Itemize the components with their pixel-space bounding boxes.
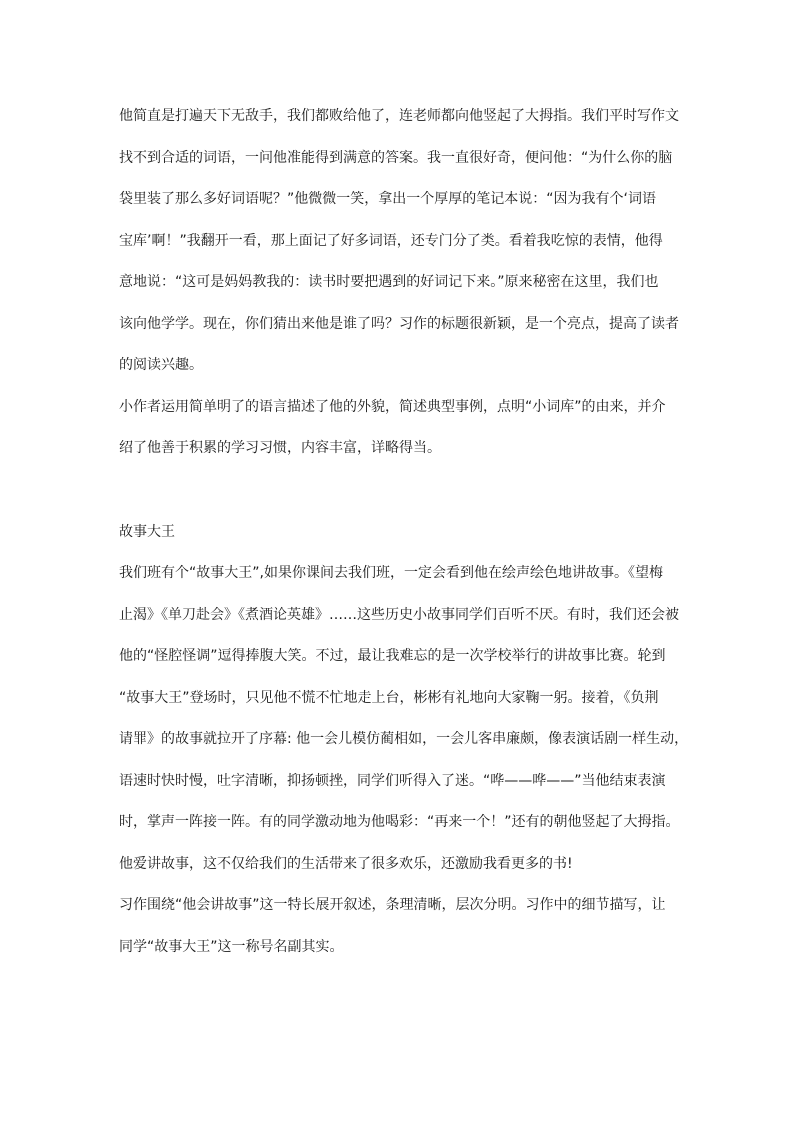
paragraph-2-line-3: 他的“怪腔怪调”逗得捧腹大笑。不过，最让我难忘的是一次学校举行的讲故事比赛。轮到 xyxy=(119,648,666,664)
section-title: 故事大王 xyxy=(119,524,175,540)
paragraph-1-line-7: 的阅读兴趣。 xyxy=(119,357,203,373)
comment-2-line-2: 同学“故事大王”这一称号名副其实。 xyxy=(119,939,344,955)
paragraph-1-line-2: 找不到合适的词语，一问他准能得到满意的答案。我一直很好奇，便问他：“为什么你的脑 xyxy=(119,150,673,166)
paragraph-1-line-4: 宝库’啊！”我翻开一看，那上面记了好多词语，还专门分了类。看着我吃惊的表情，他得 xyxy=(119,233,663,249)
paragraph-2-line-2: 止渴》《单刀赴会》《煮酒论英雄》……这些历史小故事同学们百听不厌。有时，我们还会被 xyxy=(119,607,679,623)
paragraph-2-line-6: 语速时快时慢，吐字清晰，抑扬顿挫，同学们听得入了迷。“哗——哗——”当他结束表演 xyxy=(119,773,666,789)
paragraph-2-line-1: 我们班有个“故事大王”,如果你课间去我们班，一定会看到他在绘声绘色地讲故事。《望梅 xyxy=(119,565,663,581)
paragraph-1-line-1: 他简直是打遍天下无敌手，我们都败给他了，连老师都向他竖起了大拇指。我们平时写作文 xyxy=(119,108,679,124)
paragraph-1-line-5: 意地说：“这可是妈妈教我的：读书时要把遇到的好词记下来。”原来秘密在这里，我们也 xyxy=(119,274,659,290)
paragraph-2-line-7: 时，掌声一阵接一阵。有的同学激动地为他喝彩：“再来一个！”还有的朝他竖起了大拇指。 xyxy=(119,814,680,830)
comment-1-line-2: 绍了他善于积累的学习习惯，内容丰富，详略得当。 xyxy=(119,440,441,456)
paragraph-2-line-4: “故事大王”登场时，只见他不慌不忙地走上台，彬彬有礼地向大家鞠一躬。接着，《负荆 xyxy=(119,690,659,706)
paragraph-1-line-6: 该向他学学。现在，你们猜出来他是谁了吗？习作的标题很新颖，是一个亮点，提高了读者 xyxy=(119,316,679,332)
paragraph-1-line-3: 袋里装了那么多好词语呢？”他微微一笑，拿出一个厚厚的笔记本说：“因为我有个‘词语 xyxy=(119,191,656,207)
paragraph-2-line-8: 他爱讲故事，这不仅给我们的生活带来了很多欢乐，还激励我看更多的书! xyxy=(119,856,573,872)
paragraph-2-line-5: 请罪》的故事就拉开了序幕: 他一会儿模仿蔺相如，一会儿客串廉颇，像表演话剧一样生动， xyxy=(119,731,689,747)
comment-2-line-1: 习作围绕“他会讲故事”这一特长展开叙述，条理清晰，层次分明。习作中的细节描写，让 xyxy=(119,897,666,913)
comment-1-line-1: 小作者运用简单明了的语言描述了他的外貌，简述典型事例，点明“小词库”的由来，并介 xyxy=(119,399,666,415)
